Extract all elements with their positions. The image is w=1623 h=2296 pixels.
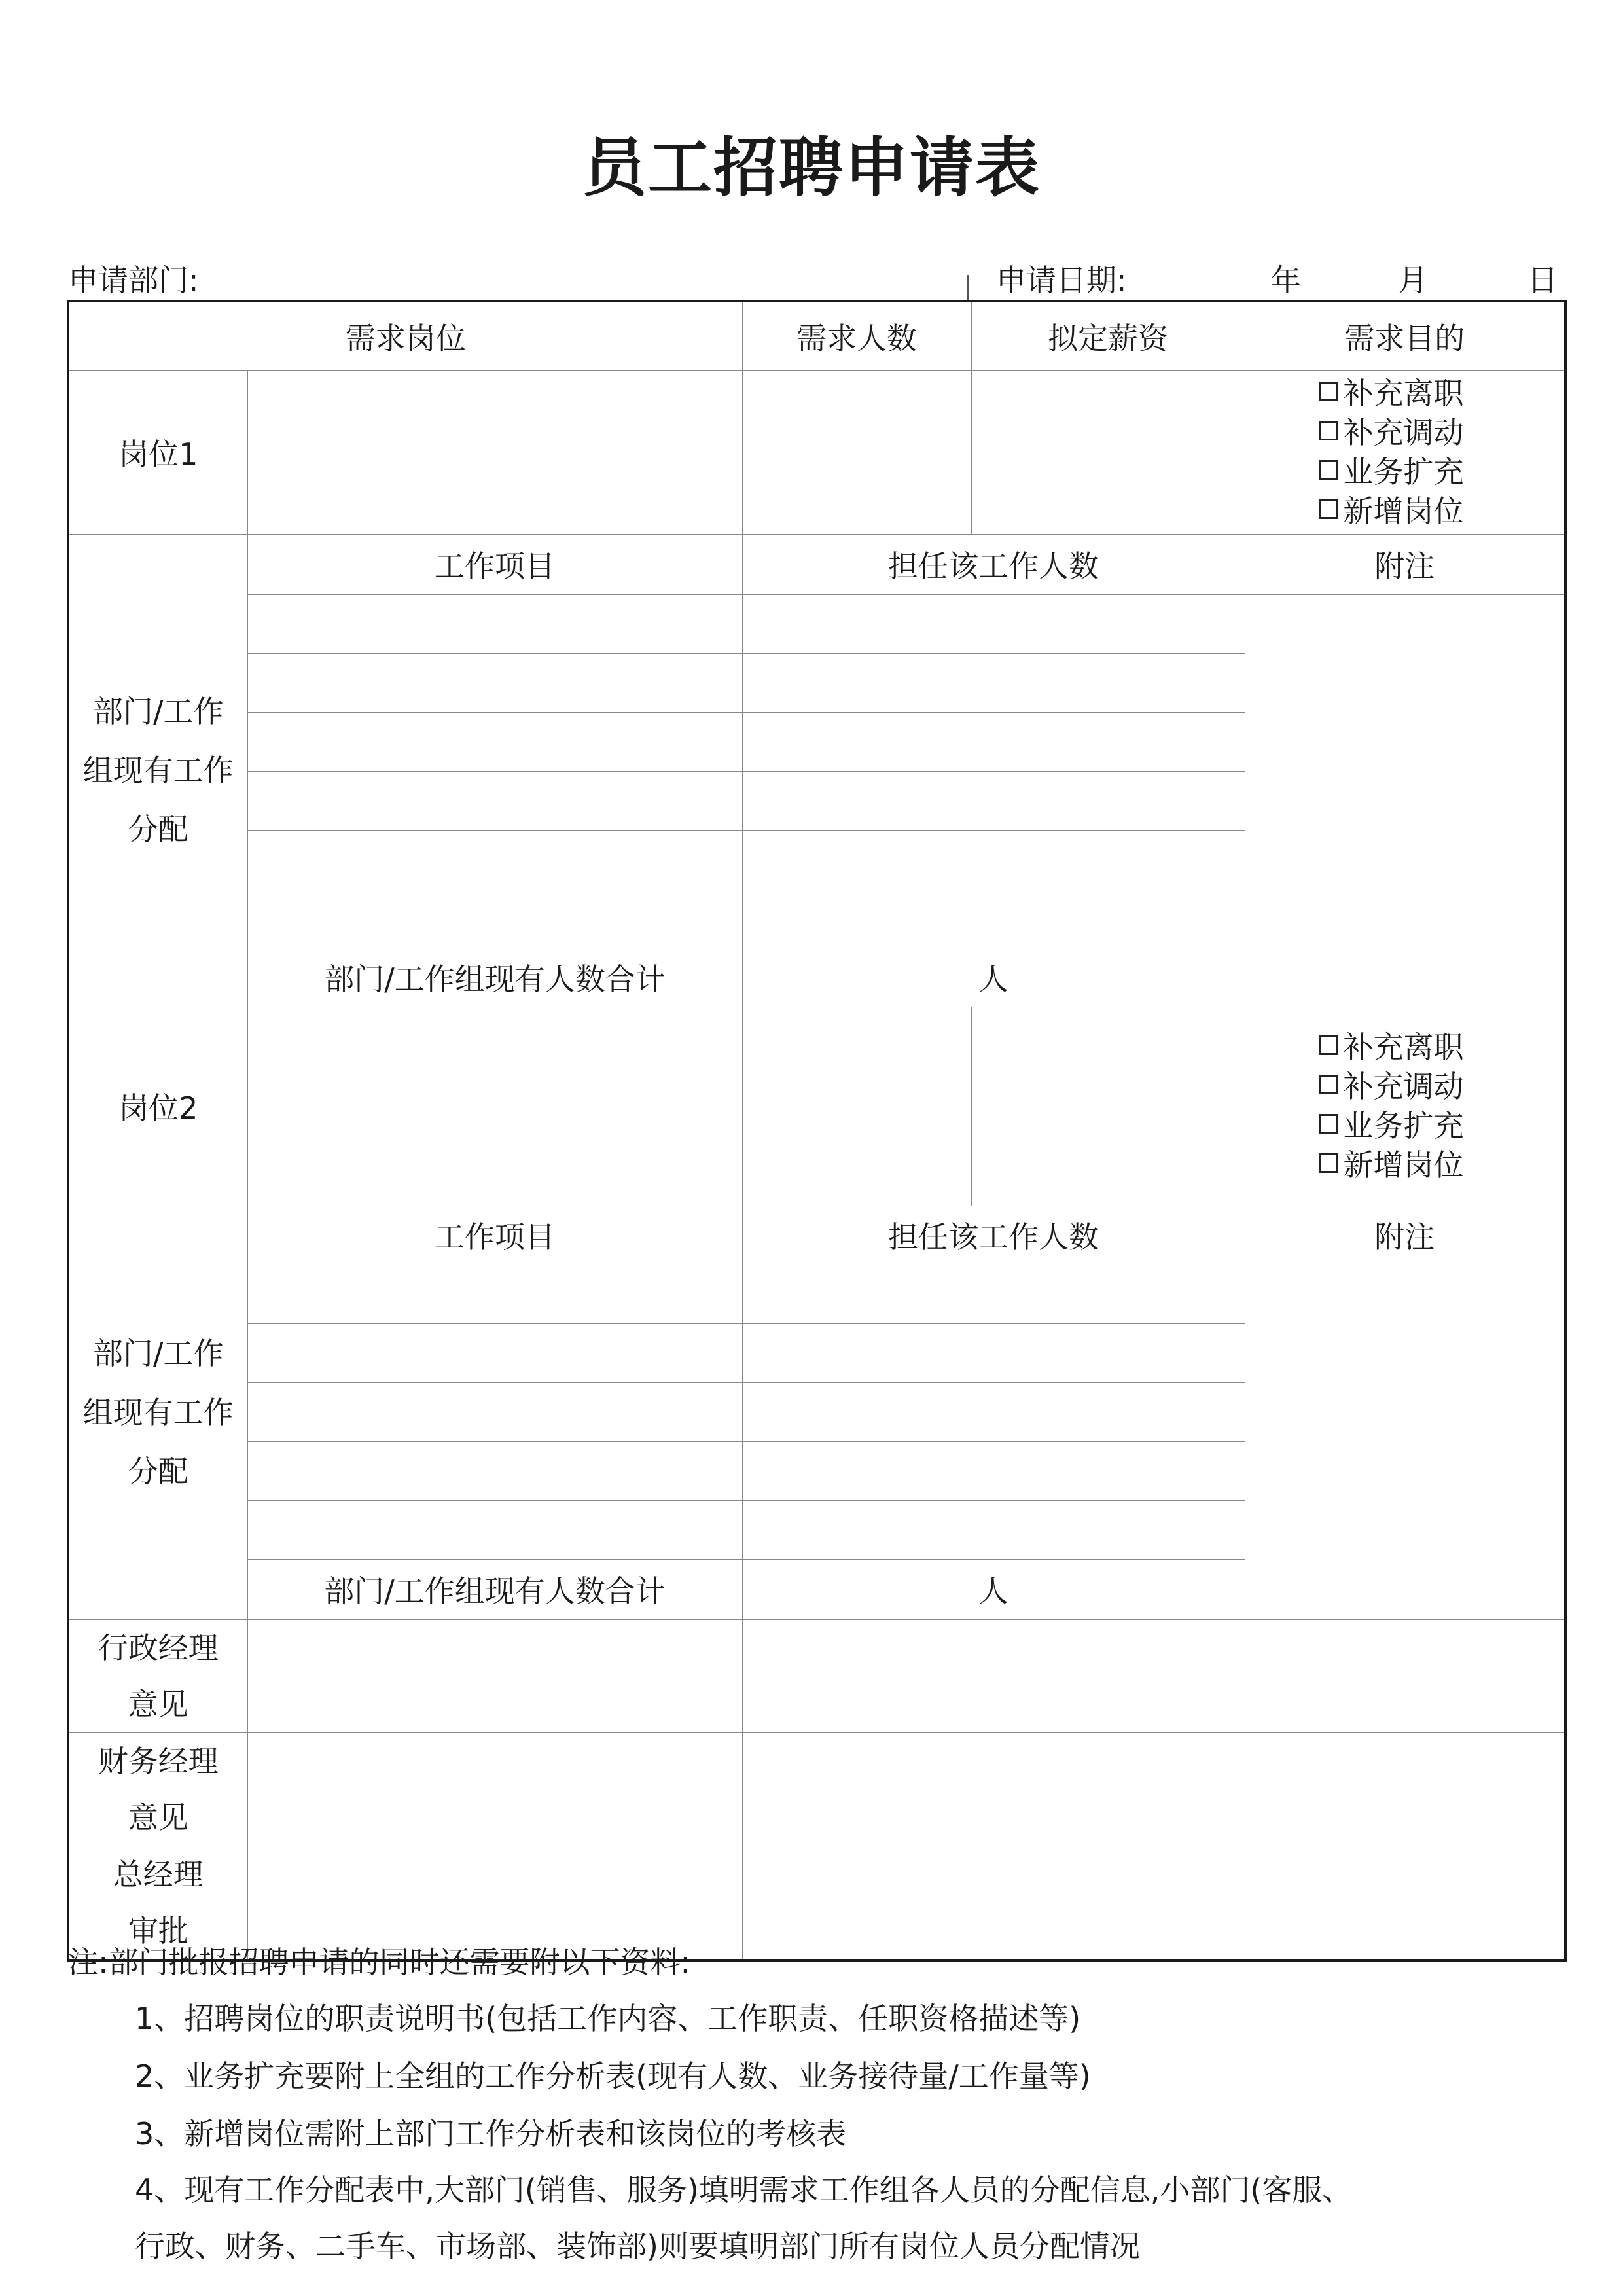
col-position-header: 需求岗位 [68,301,742,370]
work-item-header: 工作项目 [247,534,742,594]
position1-purpose-options [1245,370,1565,534]
purpose-option[interactable]: 补充调动 [1319,1067,1565,1106]
workers-header: 担任该工作人数 [742,534,1245,594]
work-item-cell[interactable] [247,594,742,653]
table-row [68,1265,1565,1323]
checkbox-icon[interactable] [1319,1035,1338,1055]
column-header-row [68,301,1565,370]
finance-manager-label: 财务经理 意见 [68,1732,247,1846]
position1-headcount-cell[interactable] [742,370,971,534]
notes-item-4: 4、现有工作分配表中,大部门(销售、服务)填明需求工作组各人员的分配信息,小部门(客服、 [135,2172,1353,2208]
position1-salary-cell[interactable] [971,370,1245,534]
purpose-option[interactable]: 补充离职 [1319,1028,1565,1067]
allocation1-label: 部门/工作 组现有工作 分配 [68,534,247,1007]
work-item-header: 工作项目 [247,1206,742,1265]
workers-header: 担任该工作人数 [742,1206,1245,1265]
recruitment-form-table [67,300,1567,1962]
admin-manager-row [68,1619,1565,1732]
allocation2-remark-cell[interactable] [1245,1265,1565,1619]
position2-purpose-options [1245,1007,1565,1206]
work-item-cell[interactable] [247,1323,742,1382]
work-item-cell[interactable] [247,1382,742,1441]
purpose-option[interactable]: 补充离职 [1319,374,1565,413]
position1-name-cell[interactable] [247,370,742,534]
remark-header: 附注 [1245,1206,1565,1265]
year-label: 年 [1271,262,1301,298]
position2-label: 岗位2 [68,1007,247,1206]
checkbox-icon[interactable] [1319,460,1338,480]
checkbox-icon[interactable] [1319,1153,1338,1173]
workers-cell[interactable] [742,1323,1245,1382]
gm-approval-cell[interactable] [742,1846,1245,1960]
finance-opinion-cell[interactable] [742,1732,1245,1846]
remark-header: 附注 [1245,534,1565,594]
purpose-option[interactable]: 业务扩充 [1319,1106,1565,1145]
admin-opinion-cell[interactable] [247,1619,742,1732]
purpose-option[interactable]: 补充调动 [1319,413,1565,452]
total-person-unit[interactable]: 人 [742,948,1245,1007]
col-purpose-header: 需求目的 [1245,301,1565,370]
work-item-cell[interactable] [247,1265,742,1323]
total-label: 部门/工作组现有人数合计 [247,948,742,1007]
position1-label: 岗位1 [68,370,247,534]
total-person-unit[interactable]: 人 [742,1559,1245,1619]
col-headcount-header: 需求人数 [742,301,971,370]
checkbox-icon[interactable] [1319,499,1338,519]
workers-cell[interactable] [742,889,1245,948]
checkbox-icon[interactable] [1319,1075,1338,1094]
purpose-option[interactable]: 新增岗位 [1319,492,1565,531]
workers-cell[interactable] [742,830,1245,889]
position1-row [68,370,1565,534]
general-manager-label: 总经理 审批 [68,1846,247,1960]
admin-opinion-cell[interactable] [742,1619,1245,1732]
allocation1-header-row [68,534,1565,594]
workers-cell[interactable] [742,771,1245,830]
finance-opinion-cell[interactable] [247,1732,742,1846]
admin-manager-label: 行政经理 意见 [68,1619,247,1732]
purpose-option[interactable]: 业务扩充 [1319,452,1565,492]
checkbox-icon[interactable] [1319,382,1338,401]
checkbox-icon[interactable] [1319,1114,1338,1134]
position2-salary-cell[interactable] [971,1007,1245,1206]
allocation1-remark-cell[interactable] [1245,594,1565,1007]
gm-approval-cell[interactable] [1245,1846,1565,1960]
day-label: 日 [1527,262,1558,298]
work-item-cell[interactable] [247,771,742,830]
page-title: 员工招聘申请表 [582,131,1041,206]
workers-cell[interactable] [742,1382,1245,1441]
work-item-cell[interactable] [247,889,742,948]
workers-cell[interactable] [742,1265,1245,1323]
header-divider [967,275,969,300]
notes-intro: 注:部门批报招聘申请的同时还需要附以下资料: [68,1945,690,1980]
table-row [68,594,1565,653]
month-label: 月 [1398,262,1428,298]
allocation2-header-row [68,1206,1565,1265]
finance-opinion-cell[interactable] [1245,1732,1565,1846]
notes-item-2: 2、业务扩充要附上全组的工作分析表(现有人数、业务接待量/工作量等) [135,2058,1091,2094]
finance-manager-row [68,1732,1565,1846]
purpose-option[interactable]: 新增岗位 [1319,1145,1565,1185]
position2-headcount-cell[interactable] [742,1007,971,1206]
col-salary-header: 拟定薪资 [971,301,1245,370]
dept-label: 申请部门: [68,262,199,298]
checkbox-icon[interactable] [1319,421,1338,440]
total-label: 部门/工作组现有人数合计 [247,1559,742,1619]
date-label: 申请日期: [996,262,1127,298]
workers-cell[interactable] [742,1500,1245,1559]
position2-name-cell[interactable] [247,1007,742,1206]
work-item-cell[interactable] [247,830,742,889]
work-item-cell[interactable] [247,712,742,771]
work-item-cell[interactable] [247,1500,742,1559]
workers-cell[interactable] [742,712,1245,771]
position2-row [68,1007,1565,1206]
notes-item-4-continued: 行政、财务、二手车、市场部、装饰部)则要填明部门所有岗位人员分配情况 [135,2229,1140,2264]
work-item-cell[interactable] [247,653,742,712]
workers-cell[interactable] [742,1441,1245,1500]
workers-cell[interactable] [742,653,1245,712]
allocation2-label: 部门/工作 组现有工作 分配 [68,1206,247,1619]
notes-item-3: 3、新增岗位需附上部门工作分析表和该岗位的考核表 [135,2116,847,2151]
workers-cell[interactable] [742,594,1245,653]
admin-opinion-cell[interactable] [1245,1619,1565,1732]
work-item-cell[interactable] [247,1441,742,1500]
notes-item-1: 1、招聘岗位的职责说明书(包括工作内容、工作职责、任职资格描述等) [135,2001,1081,2036]
